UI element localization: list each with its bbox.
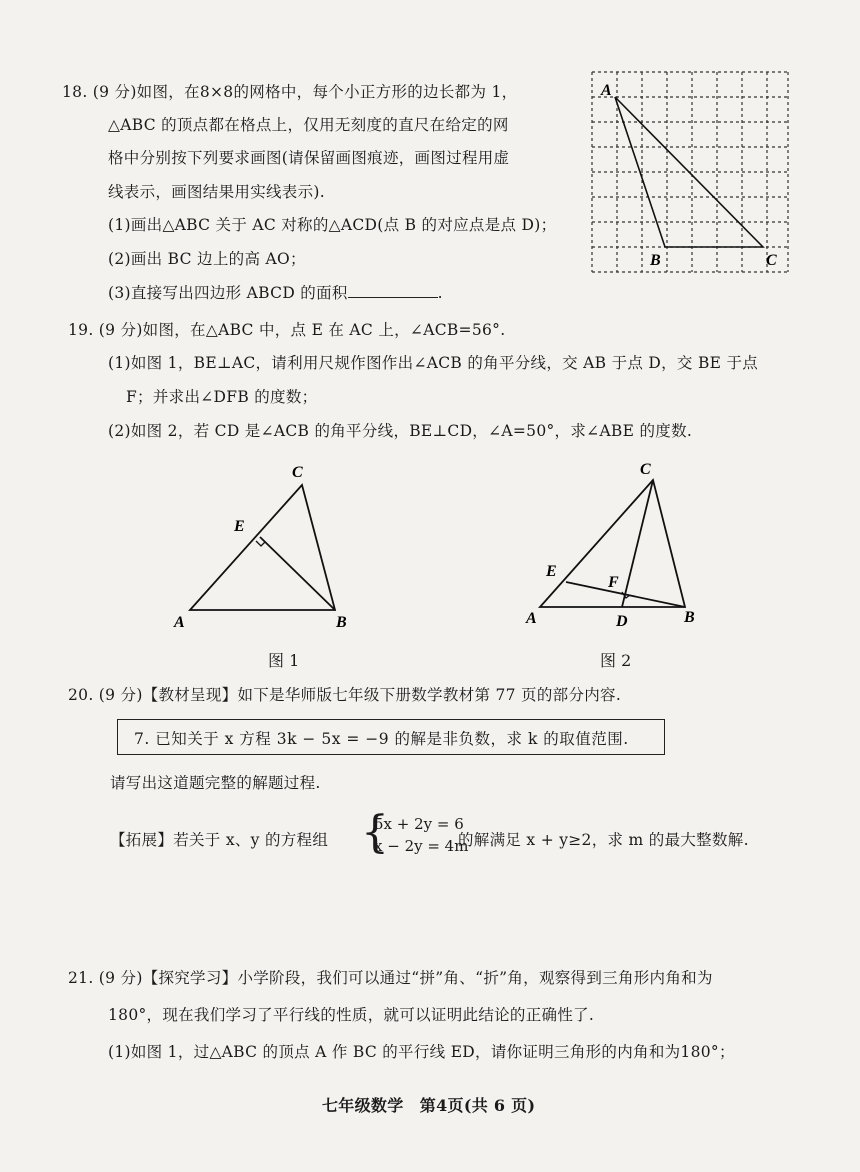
equation-2: x − 2y = 4m [374, 837, 469, 855]
q18-line-4: 线表示，画图结果用实线表示). [108, 183, 325, 201]
fig1-label-B: B [336, 614, 347, 631]
q21-line-2: 180°，现在我们学习了平行线的性质，就可以证明此结论的正确性了. [108, 1006, 595, 1024]
q19-part-1-cont: F；并求出∠DFB 的度数； [126, 388, 318, 406]
textbook-excerpt-box [117, 719, 665, 755]
q18-line-3: 格中分别按下列要求画图(请保留画图痕迹，画图过程用虚 [108, 149, 510, 167]
q20-extension-suffix: 的解满足 x + y≥2，求 m 的最大整数解. [458, 831, 749, 849]
q20-extension-prefix: 【拓展】若关于 x、y 的方程组 [110, 831, 329, 849]
fig2-label-F: F [608, 574, 619, 591]
q19-line-1: 19. (9 分)如图，在△ABC 中，点 E 在 AC 上，∠ACB=56°. [68, 321, 506, 339]
figure-1-caption: 图 1 [268, 651, 300, 670]
figure-2-caption: 图 2 [600, 651, 632, 670]
q18-part-3 [108, 281, 443, 303]
fig2-label-D: D [616, 613, 628, 630]
page-footer: 七年级数学 第4页(共 6 页) [322, 1096, 536, 1115]
q21-line-1: 21. (9 分)【探究学习】小学阶段，我们可以通过“拼”角、“折”角，观察得到三角形内角和为 [68, 969, 713, 987]
fig2-label-B: B [684, 609, 695, 626]
q19-part-1: (1)如图 1，BE⊥AC，请利用尺规作图作出∠ACB 的角平分线，交 AB 于点 D，交 BE 于点 [108, 354, 759, 372]
q20-line-2: 请写出这道题完整的解题过程. [110, 774, 321, 792]
q21-part-1: (1)如图 1，过△ABC 的顶点 A 作 BC 的平行线 ED，请你证明三角形的内角和为180°； [108, 1043, 735, 1061]
equation-1: 5x + 2y = 6 [374, 815, 464, 833]
q18-part-3-text: (3)直接写出四边形 ABCD 的面积 [108, 284, 348, 302]
fig2-label-C: C [640, 461, 651, 478]
figure-1 [170, 455, 370, 635]
label-A: A [601, 82, 612, 99]
fig1-label-A: A [174, 614, 185, 631]
equation-brace: { [361, 807, 389, 858]
textbook-excerpt: 7. 已知关于 x 方程 3k − 5x = −9 的解是非负数，求 k 的取值范围. [134, 730, 629, 748]
answer-blank [348, 283, 438, 298]
q18-line-1: 18. (9 分)如图，在8×8的网格中，每个小正方形的边长都为 1， [62, 83, 518, 101]
label-B: B [650, 252, 661, 269]
fig2-label-E: E [546, 563, 557, 580]
q18-line-2: △ABC 的顶点都在格点上，仅用无刻度的直尺在给定的网 [108, 116, 509, 134]
q18-part-1: (1)画出△ABC 关于 AC 对称的△ACD(点 B 的对应点是点 D)； [108, 216, 557, 234]
q19-part-2: (2)如图 2，若 CD 是∠ACB 的角平分线，BE⊥CD，∠A=50°，求∠ABE 的度数. [108, 422, 693, 440]
fig1-label-E: E [234, 518, 245, 535]
q18-part-3-end: . [437, 284, 443, 302]
figure-2 [520, 455, 720, 635]
grid-figure [590, 70, 790, 275]
q18-part-2: (2)画出 BC 边上的高 AO； [108, 250, 306, 268]
triangle-abc [615, 97, 763, 247]
fig1-label-C: C [292, 464, 303, 481]
fig2-label-A: A [526, 610, 537, 627]
label-C: C [766, 252, 777, 269]
q20-line-1: 20. (9 分)【教材呈现】如下是华师版七年级下册数学教材第 77 页的部分内容. [68, 686, 622, 704]
